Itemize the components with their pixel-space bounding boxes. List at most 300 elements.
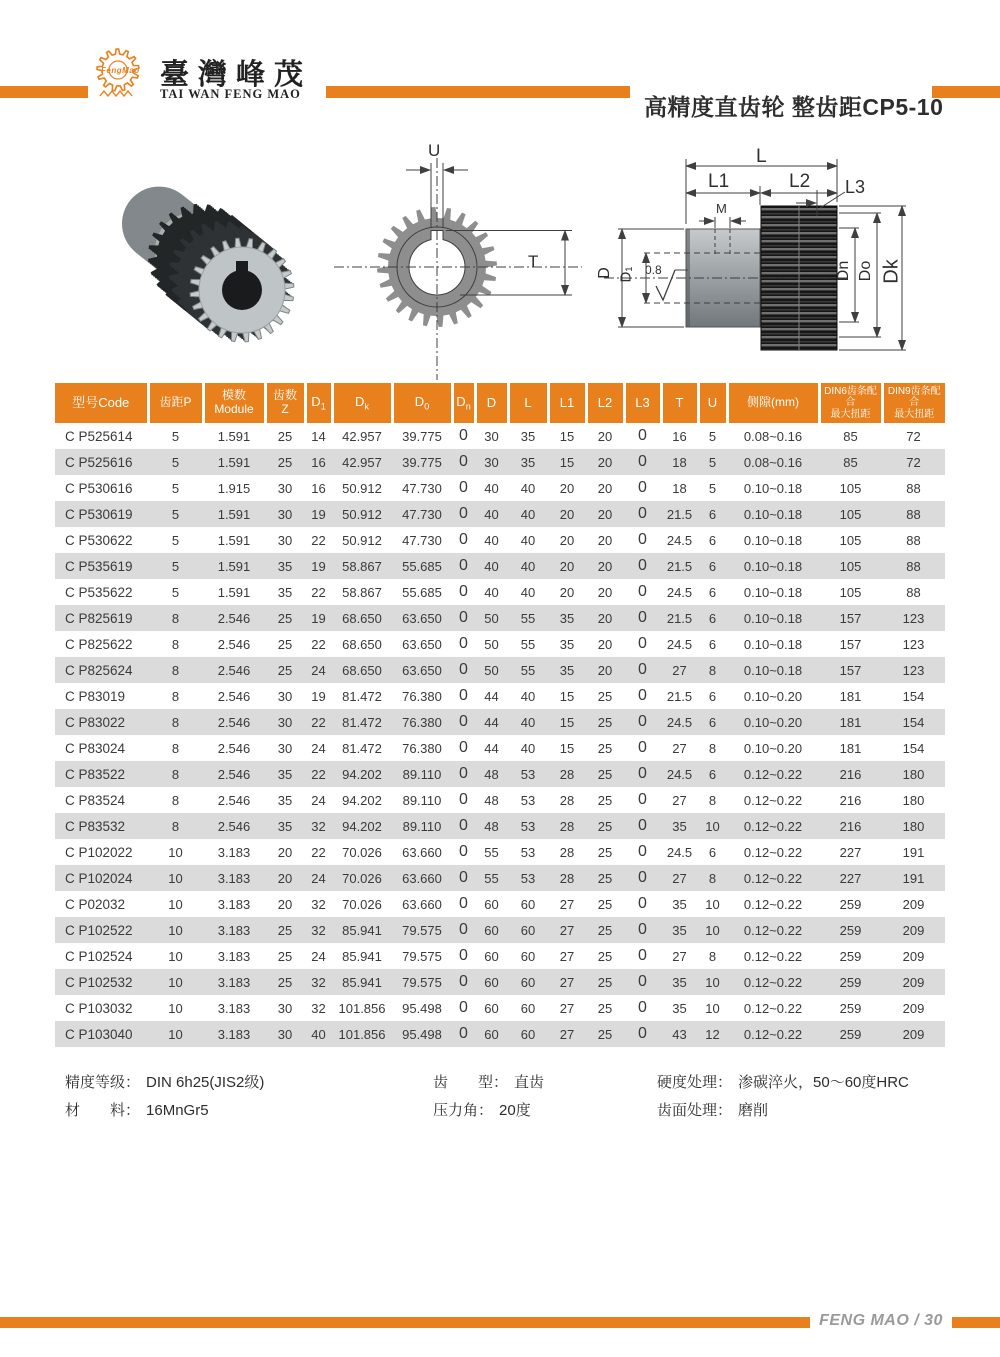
column-header: 齿数 Z: [265, 383, 305, 423]
cell-value: 10: [148, 969, 203, 995]
cell-value: 70.026: [332, 865, 392, 891]
cell-value: 0: [452, 969, 475, 995]
cell-value: 0: [452, 449, 475, 475]
cell-value: 88: [882, 501, 945, 527]
cell-value: 68.650: [342, 636, 382, 652]
cell-value: 0: [452, 865, 475, 891]
cell-value: 8: [708, 948, 717, 964]
cell-value: 35: [661, 813, 698, 839]
cell-value: 27: [559, 948, 575, 964]
cell-value: 55: [520, 636, 536, 652]
cell-value: 209: [902, 948, 925, 964]
cell-value: 35: [265, 553, 305, 579]
cell-value: 16: [305, 449, 332, 475]
cell-value: 24.5: [666, 636, 693, 652]
cell-value: 68.650: [332, 657, 392, 683]
cell-value: 0.10~0.20: [743, 688, 803, 704]
cell-value: 16: [311, 480, 326, 496]
cell-value: 0.12~0.22: [727, 1021, 819, 1047]
cell-value: 6: [708, 636, 717, 652]
cell-value: 0.08~0.16: [727, 449, 819, 475]
cell-value: 0.12~0.22: [727, 761, 819, 787]
cell-value: 5: [148, 449, 203, 475]
cell-value: 22: [311, 584, 326, 600]
cell-value: 191: [882, 865, 945, 891]
cell-model-code: C P825624: [55, 657, 148, 683]
cell-value: 0: [459, 843, 468, 860]
table-row: [55, 1021, 945, 1047]
cell-value: 0: [459, 427, 468, 444]
cell-value: 180: [902, 792, 925, 808]
cell-value: 55: [484, 844, 499, 860]
table-row: [55, 501, 945, 527]
cell-value: 21.5: [666, 688, 693, 704]
table-row: [55, 735, 945, 761]
cell-value: 0.12~0.22: [743, 844, 803, 860]
cell-value: 63.660: [402, 844, 442, 860]
cell-value: 8: [698, 657, 727, 683]
cell-value: 157: [819, 605, 882, 631]
cell-value: 20: [548, 501, 586, 527]
cell-value: 25: [597, 792, 613, 808]
gear-spec-table: [55, 383, 945, 1047]
cell-value: 6: [698, 761, 727, 787]
cell-value: 0: [459, 583, 468, 600]
cell-value: 30: [475, 449, 508, 475]
cell-value: 24: [311, 948, 326, 964]
cell-value: 10: [148, 865, 203, 891]
cell-value: 0: [638, 791, 647, 808]
cell-value: 63.660: [392, 865, 452, 891]
cell-value: 63.650: [392, 657, 452, 683]
cell-value: 101.856: [338, 1000, 386, 1016]
cell-value: 60: [520, 1000, 536, 1016]
cell-value: 0.12~0.22: [727, 917, 819, 943]
cell-model-code: C P535622: [65, 584, 133, 600]
table-row: [55, 917, 945, 943]
cell-value: 25: [265, 969, 305, 995]
cell-value: 10: [168, 948, 183, 964]
cell-value: 2.546: [203, 605, 265, 631]
table-row: [55, 579, 945, 605]
cell-value: 89.110: [392, 761, 452, 787]
cell-value: 25: [586, 1021, 624, 1047]
cell-value: 0: [624, 761, 661, 787]
cell-value: 30: [265, 501, 305, 527]
brand-name-english: TAI WAN FENG MAO: [160, 87, 301, 101]
cell-value: 0.10~0.18: [743, 584, 803, 600]
cell-value: 25: [277, 428, 293, 444]
cell-value: 85: [819, 449, 882, 475]
cell-value: 40: [484, 584, 499, 600]
column-header: U: [698, 383, 727, 423]
cell-value: 28: [548, 813, 586, 839]
spec-precision-grade: 精度等级： DIN 6h25(JIS2级): [65, 1074, 265, 1091]
cell-value: 8: [148, 709, 203, 735]
cell-value: 5: [708, 428, 717, 444]
cell-value: 181: [839, 740, 862, 756]
cell-value: 30: [277, 688, 293, 704]
cell-value: 20: [277, 844, 293, 860]
cell-value: 48: [475, 813, 508, 839]
cell-value: 20: [597, 584, 613, 600]
cell-value: 39.775: [402, 428, 442, 444]
cell-value: 47.730: [392, 501, 452, 527]
cell-value: 50: [475, 657, 508, 683]
cell-value: 2.546: [217, 636, 251, 652]
column-header: L1: [548, 383, 586, 423]
cell-value: 88: [906, 584, 921, 600]
table-row: [55, 553, 945, 579]
cell-value: 30: [484, 428, 499, 444]
cell-model-code: C P83532: [55, 813, 148, 839]
cell-value: 259: [819, 1021, 882, 1047]
cell-value: 1.591: [203, 501, 265, 527]
cell-value: 0.10~0.18: [743, 480, 803, 496]
cell-value: 154: [902, 740, 925, 756]
cell-value: 25: [265, 917, 305, 943]
cell-value: 25: [277, 636, 293, 652]
cell-value: 60: [484, 896, 499, 912]
cell-value: 3.183: [217, 844, 251, 860]
cell-value: 20: [586, 501, 624, 527]
cell-value: 5: [171, 584, 180, 600]
cell-model-code: C P825622: [65, 636, 133, 652]
cell-value: 1.915: [217, 480, 251, 496]
cell-value: 40: [520, 584, 536, 600]
cell-value: 48: [484, 792, 499, 808]
cell-value: 209: [902, 1000, 925, 1016]
cell-value: 40: [508, 709, 548, 735]
footer-accent-bar-left: [0, 1317, 810, 1328]
cell-value: 0: [624, 553, 661, 579]
cell-value: 40: [484, 532, 499, 548]
cell-value: 0.12~0.22: [743, 948, 803, 964]
cell-value: 27: [548, 969, 586, 995]
cell-value: 259: [819, 917, 882, 943]
cell-value: 27: [661, 657, 698, 683]
table-body: [55, 423, 945, 1047]
cell-value: 209: [902, 896, 925, 912]
cell-value: 35: [520, 428, 536, 444]
cell-value: 105: [819, 501, 882, 527]
cell-value: 24: [311, 740, 326, 756]
cell-value: 181: [839, 688, 862, 704]
table-row: [55, 865, 945, 891]
cell-value: 27: [672, 948, 687, 964]
cell-model-code: C P02032: [65, 896, 126, 912]
cell-value: 3.183: [203, 969, 265, 995]
cell-model-code: C P83524: [65, 792, 126, 808]
cell-value: 53: [520, 844, 536, 860]
cell-value: 50: [475, 605, 508, 631]
cell-value: 20: [597, 532, 613, 548]
cell-value: 60: [508, 969, 548, 995]
table-row: [55, 475, 945, 501]
cell-value: 24.5: [666, 844, 693, 860]
cell-value: 20: [559, 532, 575, 548]
cell-value: 18: [672, 480, 687, 496]
cell-value: 0: [638, 427, 647, 444]
cell-value: 259: [839, 1000, 862, 1016]
cell-value: 79.575: [392, 917, 452, 943]
cell-value: 209: [882, 917, 945, 943]
cell-value: 15: [548, 709, 586, 735]
cell-value: 40: [520, 532, 536, 548]
cell-value: 35: [672, 896, 687, 912]
cell-value: 30: [277, 480, 293, 496]
cell-value: 0: [452, 553, 475, 579]
dim-label-m: M: [716, 201, 727, 216]
cell-value: 0: [459, 739, 468, 756]
cell-value: 0: [638, 531, 647, 548]
cell-value: 76.380: [402, 688, 442, 704]
table-row: [55, 969, 945, 995]
cell-value: 24: [311, 792, 326, 808]
cell-value: 5: [171, 480, 180, 496]
gear-front-view-drawing: [320, 130, 600, 385]
cell-value: 25: [586, 917, 624, 943]
cell-value: 8: [171, 688, 180, 704]
cell-value: 25: [586, 709, 624, 735]
cell-value: 0.12~0.22: [727, 865, 819, 891]
cell-value: 0.12~0.22: [743, 1000, 803, 1016]
cell-value: 154: [882, 709, 945, 735]
cell-value: 0: [624, 1021, 661, 1047]
cell-value: 0: [452, 501, 475, 527]
cell-value: 0.12~0.22: [727, 813, 819, 839]
cell-value: 53: [508, 865, 548, 891]
table-row: [55, 605, 945, 631]
cell-value: 44: [475, 709, 508, 735]
cell-value: 30: [277, 740, 293, 756]
cell-value: 5: [708, 480, 717, 496]
cell-value: 2.546: [203, 709, 265, 735]
cell-value: 101.856: [332, 1021, 392, 1047]
cell-value: 68.650: [332, 605, 392, 631]
cell-value: 0: [459, 531, 468, 548]
cell-value: 6: [698, 709, 727, 735]
cell-model-code: C P83024: [65, 740, 126, 756]
cell-value: 123: [882, 657, 945, 683]
cell-value: 35: [277, 584, 293, 600]
cell-model-code: C P530619: [55, 501, 148, 527]
cell-value: 0: [459, 635, 468, 652]
cell-value: 19: [311, 688, 326, 704]
cell-value: 209: [882, 969, 945, 995]
cell-value: 3.183: [203, 865, 265, 891]
cell-value: 8: [708, 792, 717, 808]
cell-value: 16: [672, 428, 687, 444]
table-row: [55, 839, 945, 865]
cell-value: 180: [882, 813, 945, 839]
cell-value: 60: [475, 969, 508, 995]
cell-value: 0: [459, 999, 468, 1016]
dim-label-dk: Dk: [880, 259, 903, 284]
cell-value: 50: [484, 636, 499, 652]
cell-value: 0: [624, 709, 661, 735]
column-header: L: [508, 383, 548, 423]
cell-value: 0: [624, 657, 661, 683]
cell-value: 21.5: [661, 553, 698, 579]
cell-value: 15: [548, 449, 586, 475]
table-row: [55, 761, 945, 787]
cell-value: 3.183: [203, 1021, 265, 1047]
cell-value: 42.957: [342, 428, 382, 444]
cell-value: 94.202: [332, 813, 392, 839]
cell-value: 28: [548, 865, 586, 891]
table-header-row: [55, 383, 945, 423]
cell-value: 10: [168, 896, 183, 912]
cell-value: 25: [597, 844, 613, 860]
dim-label-t: T: [528, 252, 539, 271]
cell-value: 0.10~0.18: [743, 636, 803, 652]
cell-value: 58.867: [332, 553, 392, 579]
cell-value: 47.730: [402, 532, 442, 548]
cell-value: 72: [882, 449, 945, 475]
cell-value: 24.5: [661, 761, 698, 787]
header-accent-bar-middle: [326, 86, 630, 98]
cell-value: 42.957: [332, 449, 392, 475]
cell-value: 32: [305, 917, 332, 943]
header-accent-bar-left: [0, 86, 88, 98]
cell-value: 32: [311, 1000, 326, 1016]
cell-value: 27: [548, 917, 586, 943]
cell-value: 28: [559, 792, 575, 808]
cell-model-code: C P103032: [65, 1000, 133, 1016]
cell-value: 20: [265, 865, 305, 891]
cell-value: 25: [586, 865, 624, 891]
cell-value: 6: [708, 688, 717, 704]
cell-value: 15: [559, 688, 575, 704]
cell-value: 216: [839, 792, 862, 808]
cell-value: 35: [672, 1000, 687, 1016]
cell-value: 28: [548, 761, 586, 787]
cell-value: 0.10~0.18: [727, 501, 819, 527]
cell-value: 0: [638, 947, 647, 964]
cell-value: 0: [624, 865, 661, 891]
cell-value: 20: [586, 657, 624, 683]
cell-value: 0: [452, 657, 475, 683]
dim-label-l: L: [756, 146, 767, 167]
cell-value: 40: [520, 480, 536, 496]
cell-value: 70.026: [342, 896, 382, 912]
cell-value: 25: [277, 948, 293, 964]
cell-value: 180: [882, 761, 945, 787]
cell-value: 0: [624, 813, 661, 839]
cell-value: 55: [475, 865, 508, 891]
cell-value: 10: [168, 1000, 183, 1016]
cell-value: 0.10~0.20: [727, 709, 819, 735]
cell-value: 24.5: [666, 532, 693, 548]
cell-value: 8: [171, 792, 180, 808]
cell-value: 27: [672, 740, 687, 756]
cell-value: 44: [484, 688, 499, 704]
cell-value: 5: [698, 449, 727, 475]
cell-value: 6: [708, 584, 717, 600]
cell-value: 216: [819, 813, 882, 839]
cell-value: 2.546: [203, 657, 265, 683]
cell-value: 18: [661, 449, 698, 475]
cell-value: 0: [624, 969, 661, 995]
column-header: 型号Code: [55, 383, 148, 423]
column-header: D: [475, 383, 508, 423]
cell-value: 191: [902, 844, 925, 860]
cell-value: 1.591: [217, 428, 251, 444]
cell-value: 2.546: [217, 740, 251, 756]
cell-value: 60: [484, 948, 499, 964]
cell-value: 0: [638, 999, 647, 1016]
cell-value: 1.591: [203, 553, 265, 579]
cell-value: 0.10~0.20: [743, 740, 803, 756]
cell-value: 40: [475, 553, 508, 579]
cell-value: 53: [508, 813, 548, 839]
cell-value: 20: [586, 553, 624, 579]
cell-value: 60: [520, 896, 536, 912]
column-header: L3: [624, 383, 661, 423]
cell-value: 24: [305, 865, 332, 891]
cell-value: 10: [168, 844, 183, 860]
cell-value: 35: [277, 792, 293, 808]
cell-value: 0.10~0.18: [743, 532, 803, 548]
cell-value: 35: [508, 449, 548, 475]
cell-value: 89.110: [392, 813, 452, 839]
cell-value: 40: [305, 1021, 332, 1047]
cell-value: 0.12~0.22: [727, 969, 819, 995]
cell-model-code: C P102524: [65, 948, 133, 964]
table-row: [55, 683, 945, 709]
cell-value: 22: [311, 636, 326, 652]
dim-label-l2: L2: [789, 171, 811, 192]
cell-value: 154: [902, 688, 925, 704]
cell-value: 30: [265, 1021, 305, 1047]
cell-value: 32: [311, 896, 326, 912]
cell-value: 0: [452, 1021, 475, 1047]
cell-value: 10: [698, 813, 727, 839]
dim-label-l1: L1: [708, 171, 730, 192]
cell-value: 79.575: [392, 969, 452, 995]
cell-value: 15: [559, 740, 575, 756]
cell-value: 35: [548, 657, 586, 683]
cell-value: 0.12~0.22: [743, 896, 803, 912]
cell-value: 20: [548, 553, 586, 579]
cell-value: 32: [305, 813, 332, 839]
cell-model-code: C P530616: [65, 480, 133, 496]
cell-value: 123: [902, 636, 925, 652]
cell-model-code: C P530622: [65, 532, 133, 548]
cell-value: 94.202: [332, 761, 392, 787]
cell-value: 0: [638, 583, 647, 600]
cell-value: 25: [265, 605, 305, 631]
cell-value: 76.380: [392, 709, 452, 735]
cell-value: 10: [148, 917, 203, 943]
cell-value: 14: [311, 428, 326, 444]
cell-value: 35: [661, 917, 698, 943]
dim-label-dn: Dn: [835, 260, 853, 282]
cell-value: 50.912: [332, 501, 392, 527]
cell-value: 40: [520, 740, 536, 756]
cell-value: 0: [638, 739, 647, 756]
cell-value: 0: [452, 605, 475, 631]
cell-value: 85.941: [342, 948, 382, 964]
cell-value: 20: [559, 480, 575, 496]
cell-value: 21.5: [661, 501, 698, 527]
cell-value: 40: [475, 501, 508, 527]
page-title: 高精度直齿轮 整齿距CP5-10: [644, 94, 944, 121]
cell-value: 0: [459, 895, 468, 912]
cell-value: 40: [520, 688, 536, 704]
cell-value: 35: [559, 636, 575, 652]
